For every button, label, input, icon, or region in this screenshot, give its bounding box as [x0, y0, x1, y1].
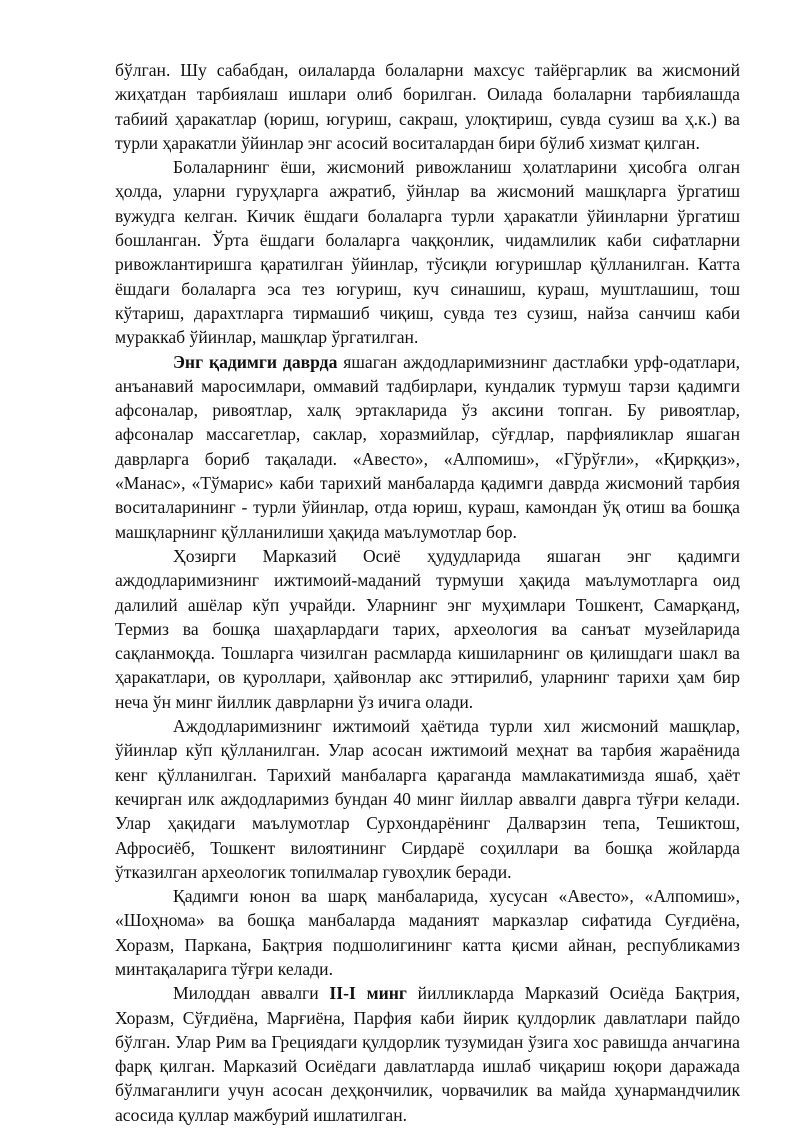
bold-term-ancient-period: Энг қадимги даврда	[173, 351, 338, 372]
paragraph-7-text-start: Милоддан аввалги	[173, 983, 330, 1004]
paragraph-2	[115, 155, 740, 349]
paragraph-5-text: Аждодларимизнинг ижтимоий ҳаётида турли хил жисмоний машқлар, ўйинлар кўп қўлланилган. Улар асосан ижтимоий меҳнат ва тарбия жараёнида кенг қўлланилган. Тарихий манбаларга қараганда мамлакатимизда яшаб, ҳаёт кечирган илк аждодларимиз бундан 40 минг йиллар аввалги даврга тўғри келади. Улар ҳақидаги маълумотлар Сурхондарёнинг Далварзин тепа, Тешиктош, Афросиёб, Тошкент вилоятининг Сирдарё соҳиллари ва бошқа жойларда ўтказилган археологик топилмалар гувоҳлик беради.	[115, 716, 740, 882]
paragraph-6-text: Қадимги юнон ва шарқ манбаларида, хусусан «Авесто», «Алпомиш», «Шоҳнома» ва бошқа манбаларда маданият марказлар сифатида Суғдиёна, Хоразм, Паркана, Бақтрия подшолигининг катта қисми айнан, республикамиз минтақаларига тўғри келади.	[115, 886, 740, 979]
paragraph-2-text: Болаларнинг ёши, жисмоний ривожланиш ҳолатларини ҳисобга олган ҳолда, уларни гуруҳларга ажратиб, ўйнлар ва жисмоний машқларга ўргатиш вужудга келган. Кичик ёшдаги болаларга турли ҳаракатли ўйинларни ўргатиш бошланган. Ўрта ёшдаги болаларга чаққонлик, чидамлилик каби сифатларни ривожлантиришга қаратилган ўйинлар, тўсиқли югуришлар қўлланилган. Катта ёшдаги болаларга эса тез югуриш, куч синашиш, кураш, муштлашиш, тош кўтариш, дарахтларга тирмашиб чиқиш, сувда тез сузиш, найза санчиш каби мураккаб ўйинлар, машқлар ўргатилган.	[115, 157, 740, 348]
paragraph-3-text: яшаган аждодларимизнинг дастлабки урф-одатлари, анъанавий маросимлари, оммавий тадбирлари, кундалик турмуш тарзи қадимги афсоналар, ривоятлар, халқ эртакларида ўз аксини топган. Бу ривоятлар, афсоналар массагетлар, саклар, хоразмийлар, сўғдлар, парфияликлар яшаган даврларга бориб тақалади. «Авесто», «Алпомиш», «Гўрўғли», «Қирққиз», «Манас», «Тўмарис» каби тарихий манбаларда қадимги даврда жисмоний тарбия воситаларининг - турли ўйинлар, отда юриш, кураш, камондан ўқ отиш ва бошқа машқларнинг қўлланилиши ҳақида маълумотлар бор.	[115, 351, 741, 542]
paragraph-7	[115, 981, 740, 1127]
paragraph-5	[115, 714, 740, 884]
paragraph-6	[115, 884, 740, 981]
bold-term-millennium: II-I минг	[329, 983, 407, 1004]
paragraph-7-text-rest: йилликларда Марказий Осиёда Бақтрия, Хоразм, Сўғдиёна, Марғиёна, Парфия каби йирик қулдорлик давлатлари пайдо бўлган. Улар Рим ва Грециядаги қулдорлик тузумидан ўзига хос равишда анчагина фарқ қилган. Марказий Осиёдаги давлатларда ишлаб чиқариш юқори даражада бўлмаганлиги учун асосан деҳқончилик, чорвачилик ва майда ҳунармандчилик асосида қуллар мажбурий ишлатилган.	[115, 983, 741, 1125]
paragraph-4	[115, 544, 740, 714]
paragraph-4-text: Ҳозирги Марказий Осиё ҳудудларида яшаган энг қадимги аждодларимизнинг ижтимоий-маданий турмуши ҳақида маълумотларга оид далилий ашёлар кўп учрайди. Уларнинг энг муҳимлари Тошкент, Самарқанд, Термиз ва бошқа шаҳарлардаги тарих, археология ва санъат музейларида сақланмоқда. Тошларга чизилган расмларда кишиларнинг ов қилишдаги шакл ва ҳаракатлари, ов қуроллари, ҳайвонлар акс эттирилиб, уларнинг тарихи ҳам бир неча ўн минг йиллик даврларни ўз ичига олади.	[115, 545, 740, 712]
paragraph-1-text: бўлган. Шу сабабдан, оилаларда болаларни махсус тайёргарлик ва жисмоний жиҳатдан тарбиялаш ишлари олиб борилган. Оилада болаларни тарбиялашда табиий ҳаракатлар (юриш, югуриш, сакраш, улоқтириш, сувда сузиш ва ҳ.к.) ва турли ҳаракатли ўйинлар энг асосий воситалардан бири бўлиб хизмат қилган.	[115, 60, 740, 153]
paragraph-1	[115, 58, 740, 155]
document-page	[115, 58, 740, 1127]
paragraph-3	[115, 350, 740, 544]
